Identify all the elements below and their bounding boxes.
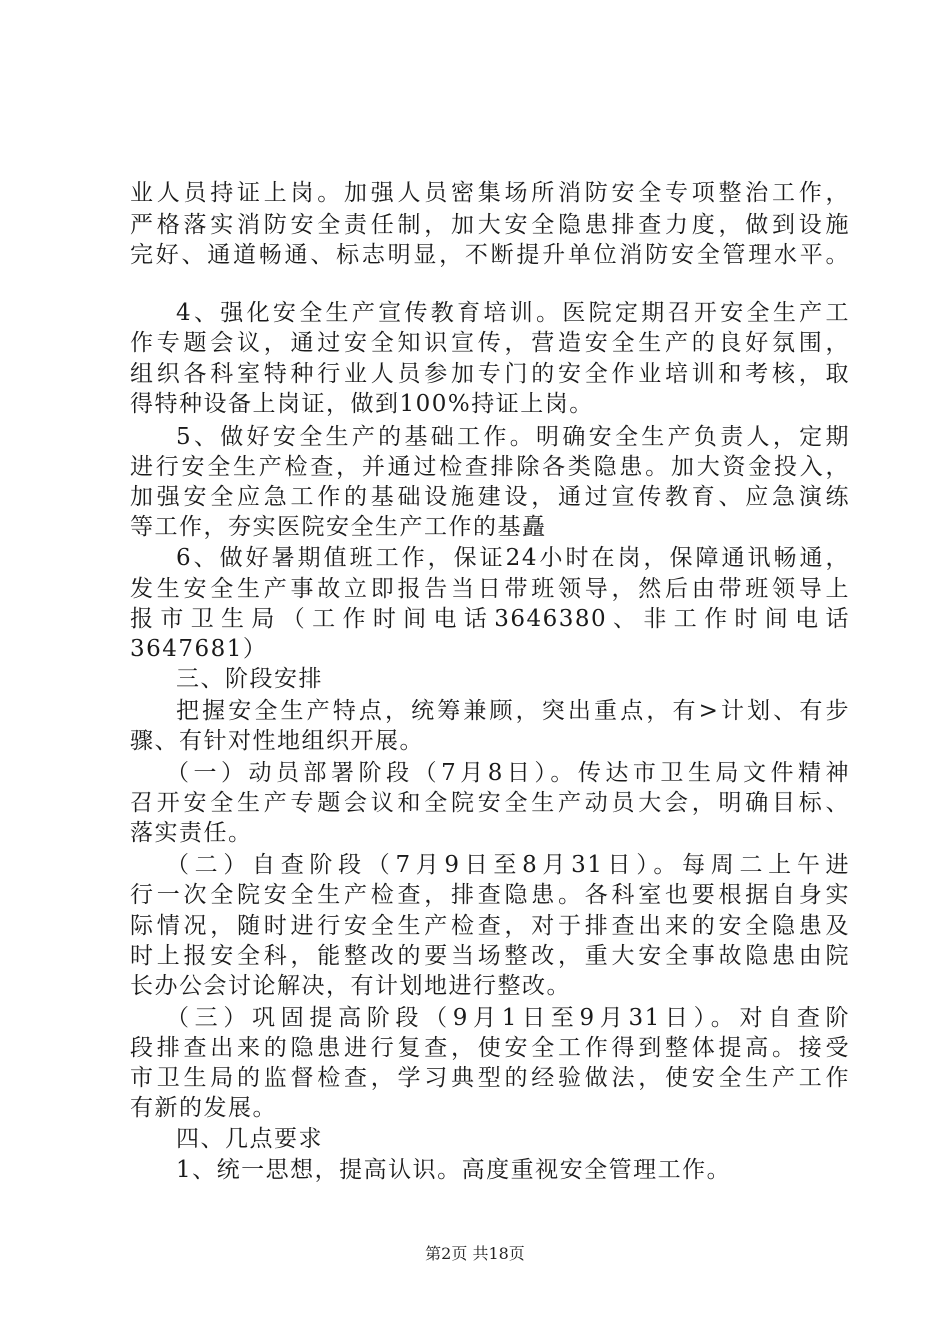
text-line: 严格落实消防安全责任制，加大安全隐患排查力度，做到设施 bbox=[130, 212, 850, 238]
section-heading: 三、阶段安排 bbox=[176, 666, 323, 692]
text-line: 发生安全生产事故立即报告当日带班领导，然后由带班领导上 bbox=[130, 576, 850, 602]
text-line: 4、强化安全生产宣传教育培训。医院定期召开安全生产工 bbox=[176, 300, 850, 326]
text-line: （三）巩固提高阶段（9月1日至9月31日）。对自查阶 bbox=[166, 1005, 850, 1031]
text-line: 行一次全院安全生产检查，排查隐患。各科室也要根据自身实 bbox=[130, 882, 850, 908]
text-line: 3647681） bbox=[130, 636, 268, 662]
text-line: （一）动员部署阶段（7月8日）。传达市卫生局文件精神 bbox=[166, 760, 850, 786]
text-line: （二）自查阶段（7月9日至8月31日）。每周二上午进 bbox=[166, 852, 850, 878]
text-line: 时上报安全科，能整改的要当场整改，重大安全事故隐患由院 bbox=[130, 943, 850, 969]
page-footer: 第2页 共18页 bbox=[425, 1244, 525, 1263]
text-line: 作专题会议，通过安全知识宣传，营造安全生产的良好氛围， bbox=[130, 330, 850, 356]
text-line: 召开安全生产专题会议和全院安全生产动员大会，明确目标、 bbox=[130, 790, 850, 816]
text-line: 有新的发展。 bbox=[130, 1095, 277, 1121]
text-line: 段排查出来的隐患进行复查，使安全工作得到整体提高。接受 bbox=[130, 1035, 850, 1061]
text-line: 完好、通道畅通、标志明显，不断提升单位消防安全管理水平。 bbox=[130, 242, 850, 268]
text-line: 际情况，随时进行安全生产检查，对于排查出来的安全隐患及 bbox=[130, 913, 850, 939]
text-line: 业人员持证上岗。加强人员密集场所消防安全专项整治工作， bbox=[130, 180, 850, 206]
text-line: 市卫生局的监督检查，学习典型的经验做法，使安全生产工作 bbox=[130, 1065, 850, 1091]
text-line: 5、做好安全生产的基础工作。明确安全生产负责人，定期 bbox=[176, 424, 850, 450]
text-line: 报市卫生局（工作时间电话3646380、非工作时间电话 bbox=[130, 606, 850, 632]
text-line: 得特种设备上岗证，做到100%持证上岗。 bbox=[130, 391, 594, 417]
text-line: 加强安全应急工作的基础设施建设，通过宣传教育、应急演练 bbox=[130, 484, 850, 510]
section-heading: 四、几点要求 bbox=[176, 1126, 323, 1152]
text-line: 落实责任。 bbox=[130, 820, 253, 846]
text-line: 等工作，夯实医院安全生产工作的基矗 bbox=[130, 514, 547, 540]
text-line: 6、做好暑期值班工作，保证24小时在岗，保障通讯畅通， bbox=[176, 545, 850, 571]
text-line: 组织各科室特种行业人员参加专门的安全作业培训和考核，取 bbox=[130, 361, 850, 387]
text-line: 骤、有针对性地组织开展。 bbox=[130, 728, 424, 754]
text-line: 1、统一思想，提高认识。高度重视安全管理工作。 bbox=[176, 1157, 732, 1183]
text-line: 把握安全生产特点，统筹兼顾，突出重点，有>计划、有步 bbox=[176, 698, 850, 724]
text-line: 进行安全生产检查，并通过检查排除各类隐患。加大资金投入， bbox=[130, 454, 850, 480]
text-line: 长办公会讨论解决，有计划地进行整改。 bbox=[130, 973, 571, 999]
